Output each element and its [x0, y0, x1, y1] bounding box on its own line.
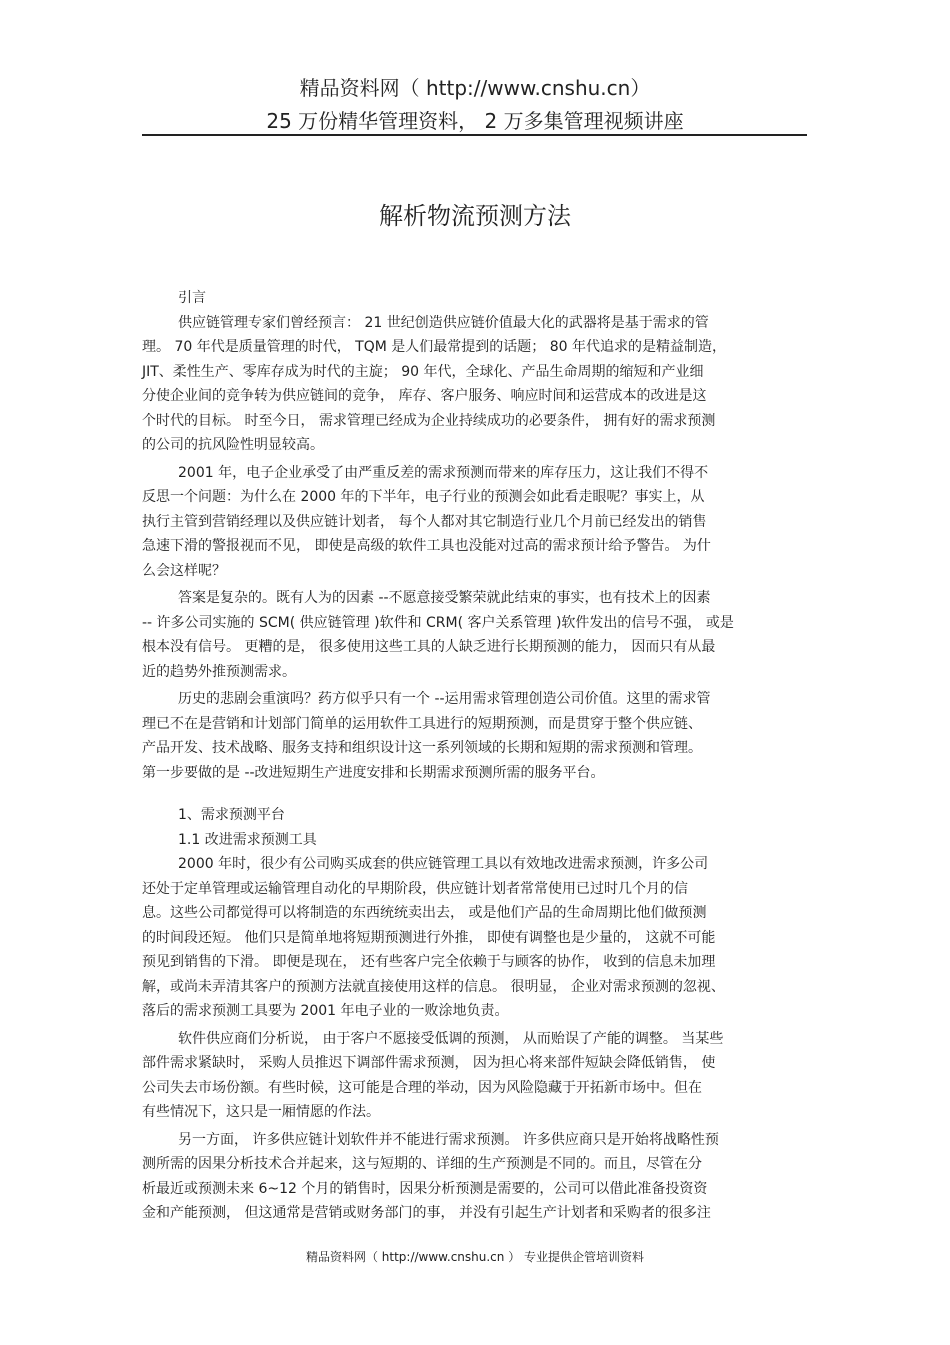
text-line: 理已不在是营销和计划部门简单的运用软件工具进行的短期预测，而是贯穿于整个供应链、 — [142, 715, 702, 732]
text-line: 的时间段还短。 他们只是简单地将短期预测进行外推， 即使有调整也是少量的， 这就不可能 — [142, 929, 716, 946]
text-line: 产品开发、技术战略、服务支持和组织设计这一系列领域的长期和短期的需求预测和管理。 — [142, 740, 702, 756]
text-line: 引言 — [178, 290, 206, 306]
text-line: 的公司的抗风险性明显较高。 — [142, 437, 324, 453]
text-line: 执行主管到营销经理以及供应链计划者， 每个人都对其它制造行业几个月前已经发出的销售 — [142, 513, 707, 530]
text-line: 答案是复杂的。既有人为的因素 --不愿意接受繁荣就此结束的事实，也有技术上的因素 — [178, 590, 711, 606]
text-line: 2000 年时，很少有公司购买成套的供应链管理工具以有效地改进需求预测，许多公司 — [178, 856, 709, 872]
document-body — [142, 286, 807, 1226]
text-line: JIT、柔性生产、零库存成为时代的主旋； 90 年代，全球化、产品生命周期的缩短和产业细 — [142, 363, 704, 380]
text-line: 有些情况下，这只是一厢情愿的作法。 — [142, 1104, 380, 1120]
text-line: 公司失去市场份额。有些时候，这可能是合理的举动，因为风险隐藏于开拓新市场中。但在 — [142, 1079, 702, 1096]
text-line: 息。这些公司都觉得可以将制造的东西统统卖出去， 或是他们产品的生命周期比他们做预测 — [142, 905, 707, 921]
header-tagline: 25 万份精华管理资料， 2 万多集管理视频讲座 — [266, 109, 684, 133]
document-title: 解析物流预测方法 — [379, 202, 571, 230]
text-line: 1、需求预测平台 — [178, 807, 285, 823]
text-line: 历史的悲剧会重演吗？药方似乎只有一个 --运用需求管理创造公司价值。这里的需求管 — [178, 691, 711, 707]
text-line: 近的趋势外推预测需求。 — [142, 663, 296, 680]
text-line: 部件需求紧缺时， 采购人员推迟下调部件需求预测， 因为担心将来部件短缺会降低销售， 使 — [142, 1055, 716, 1071]
text-line: 个时代的目标。 时至今日， 需求管理已经成为企业持续成功的必要条件， 拥有好的需求预测 — [142, 412, 716, 429]
text-line: 分使企业间的竞争转为供应链间的竞争， 库存、客户服务、响应时间和运营成本的改进是这 — [142, 388, 707, 404]
text-line: 解，或尚未弄清其客户的预测方法就直接使用这样的信息。 很明显， 企业对需求预测的忽视、 — [142, 978, 725, 995]
text-line: 2001 年，电子企业承受了由严重反差的需求预测而带来的库存压力，这让我们不得不 — [178, 464, 709, 481]
text-line: 1.1 改进需求预测工具 — [178, 831, 317, 848]
text-line: 么会这样呢？ — [142, 562, 226, 579]
text-line: 第一步要做的是 --改进短期生产进度安排和长期需求预测所需的服务平台。 — [142, 764, 605, 781]
text-line: 反思一个问题：为什么在 2000 年的下半年，电子行业的预测会如此看走眼呢？事实上，从 — [142, 489, 705, 505]
text-line: 供应链管理专家们曾经预言： 21 世纪创造供应链价值最大化的武器将是基于需求的管 — [178, 314, 709, 331]
text-line: 软件供应商们分析说， 由于客户不愿接受低调的预测， 从而贻误了产能的调整。 当某些 — [178, 1030, 724, 1047]
text-line: 还处于定单管理或运输管理自动化的早期阶段，供应链计划者常常使用已过时几个月的信 — [142, 880, 688, 897]
header-site-line: 精品资料网（ http://www.cnshu.cn） — [299, 76, 651, 100]
text-line: 急速下滑的警报视而不见， 即使是高级的软件工具也没能对过高的需求预计给予警告。 为什 — [142, 538, 711, 554]
text-line: 析最近或预测未来 6~12 个月的销售时，因果分析预测是需要的，公司可以借此准备投资资 — [142, 1180, 708, 1197]
text-line: 落后的需求预测工具要为 2001 年电子业的一败涂地负责。 — [142, 1003, 509, 1019]
text-line: 另一方面， 许多供应链计划软件并不能进行需求预测。 许多供应商只是开始将战略性预 — [178, 1131, 719, 1148]
header-divider — [142, 134, 807, 136]
text-line: 金和产能预测， 但这通常是营销或财务部门的事， 并没有引起生产计划者和采购者的很多注 — [142, 1205, 711, 1221]
text-line: 理。 70 年代是质量管理的时代， TQM 是人们最常提到的话题； 80 年代追求的是精益制造， — [142, 339, 726, 355]
text-line: -- 许多公司实施的 SCM( 供应链管理 )软件和 CRM( 客户关系管理 )软件发出的信号不强， 或是 — [142, 614, 734, 631]
page-footer: 精品资料网（ http://www.cnshu.cn ） 专业提供企管培训资料 — [305, 1250, 645, 1264]
text-line: 根本没有信号。 更糟的是， 很多使用这些工具的人缺乏进行长期预测的能力， 因而只有从最 — [142, 639, 716, 655]
text-line: 预见到销售的下滑。 即便是现在， 还有些客户完全依赖于与顾客的协作， 收到的信息未加理 — [142, 954, 716, 970]
text-line: 测所需的因果分析技术合并起来，这与短期的、详细的生产预测是不同的。而且，尽管在分 — [142, 1156, 702, 1172]
